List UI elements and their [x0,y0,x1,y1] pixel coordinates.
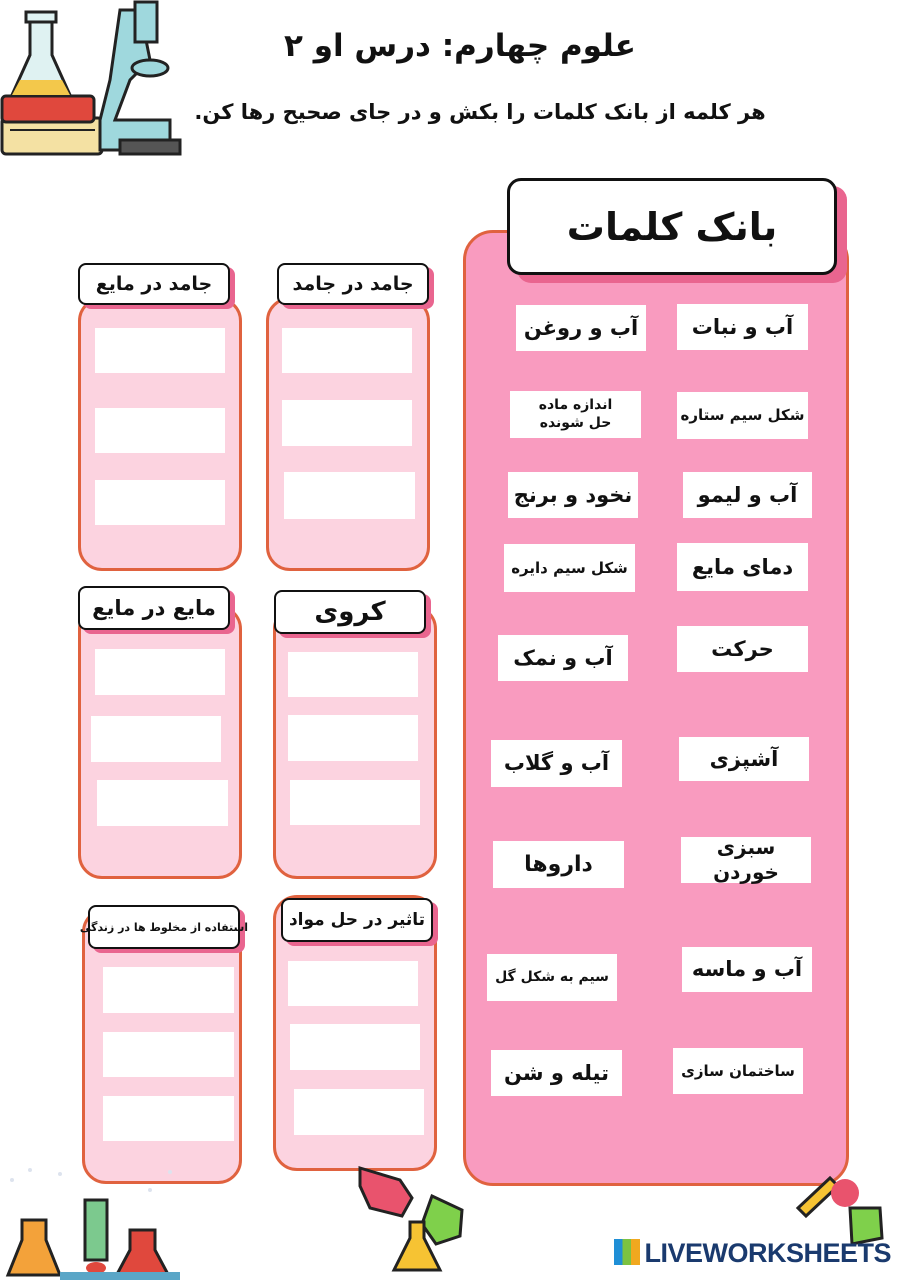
drop-slot[interactable] [103,1032,234,1077]
word-chip[interactable]: آب و ماسه [682,947,812,992]
drop-slot[interactable] [95,408,225,453]
drop-slot[interactable] [294,1089,424,1135]
category-label: کروی [274,590,426,634]
word-chip[interactable]: شکل سیم ستاره [677,392,808,439]
word-bank-title: بانک کلمات [507,178,837,275]
liveworksheets-logo [614,1238,891,1269]
brand-text: LIVEWORKSHEETS [644,1238,891,1268]
microscope-books-illustration [0,0,185,160]
drop-slot[interactable] [288,961,418,1006]
word-chip[interactable]: داروها [493,841,624,888]
word-chip[interactable]: دمای مایع [677,543,808,591]
word-chip[interactable]: آب و گلاب [491,740,622,787]
drop-slot[interactable] [95,328,225,373]
word-chip[interactable]: سیم به شکل گل [487,954,617,1001]
word-bank-panel [463,230,849,1186]
instruction-text: هر کلمه از بانک کلمات را بکش و در جای صحیح رها کن. [194,100,766,124]
word-chip[interactable]: حرکت [677,626,808,672]
drop-slot[interactable] [288,652,418,697]
pouring-flasks-illustration [352,1158,482,1280]
drop-slot[interactable] [288,715,418,761]
word-chip[interactable]: ساختمان سازی [673,1048,803,1094]
word-chip[interactable]: تیله و شن [491,1050,622,1096]
drop-slot[interactable] [282,328,412,373]
category-label: جامد در جامد [277,263,429,305]
word-chip[interactable]: نخود و برنج [508,472,638,518]
category-label: جامد در مایع [78,263,230,305]
liveworksheets-icon [614,1239,640,1265]
word-chip[interactable]: آب و نمک [498,635,628,681]
word-chip[interactable]: آشپزی [679,737,809,781]
drop-slot[interactable] [290,780,420,825]
drop-slot[interactable] [91,716,221,762]
word-chip[interactable]: آب و لیمو [683,472,812,518]
lab-equipment-illustration [0,1160,190,1280]
drop-slot[interactable] [103,967,234,1013]
category-label: استفاده از مخلوط ها در زندگی [88,905,240,949]
worksheet-title: علوم چهارم: درس او ۲ [284,28,636,64]
word-chip[interactable]: آب و روغن [516,305,646,351]
word-chip[interactable]: سبزی خوردن [681,837,811,883]
drop-slot[interactable] [290,1024,420,1070]
drop-slot[interactable] [95,649,225,695]
drop-slot[interactable] [97,780,228,826]
category-label: تاثیر در حل مواد [281,898,433,942]
category-label: مایع در مایع [78,586,230,630]
drop-slot[interactable] [284,472,415,519]
drop-slot[interactable] [95,480,225,525]
test-tube-flask-illustration [790,1168,895,1248]
drop-slot[interactable] [103,1096,234,1141]
word-chip[interactable]: اندازه ماده حل شونده [510,391,641,438]
word-chip[interactable]: شکل سیم دایره [504,544,635,592]
word-chip[interactable]: آب و نبات [677,304,808,350]
drop-slot[interactable] [282,400,412,446]
